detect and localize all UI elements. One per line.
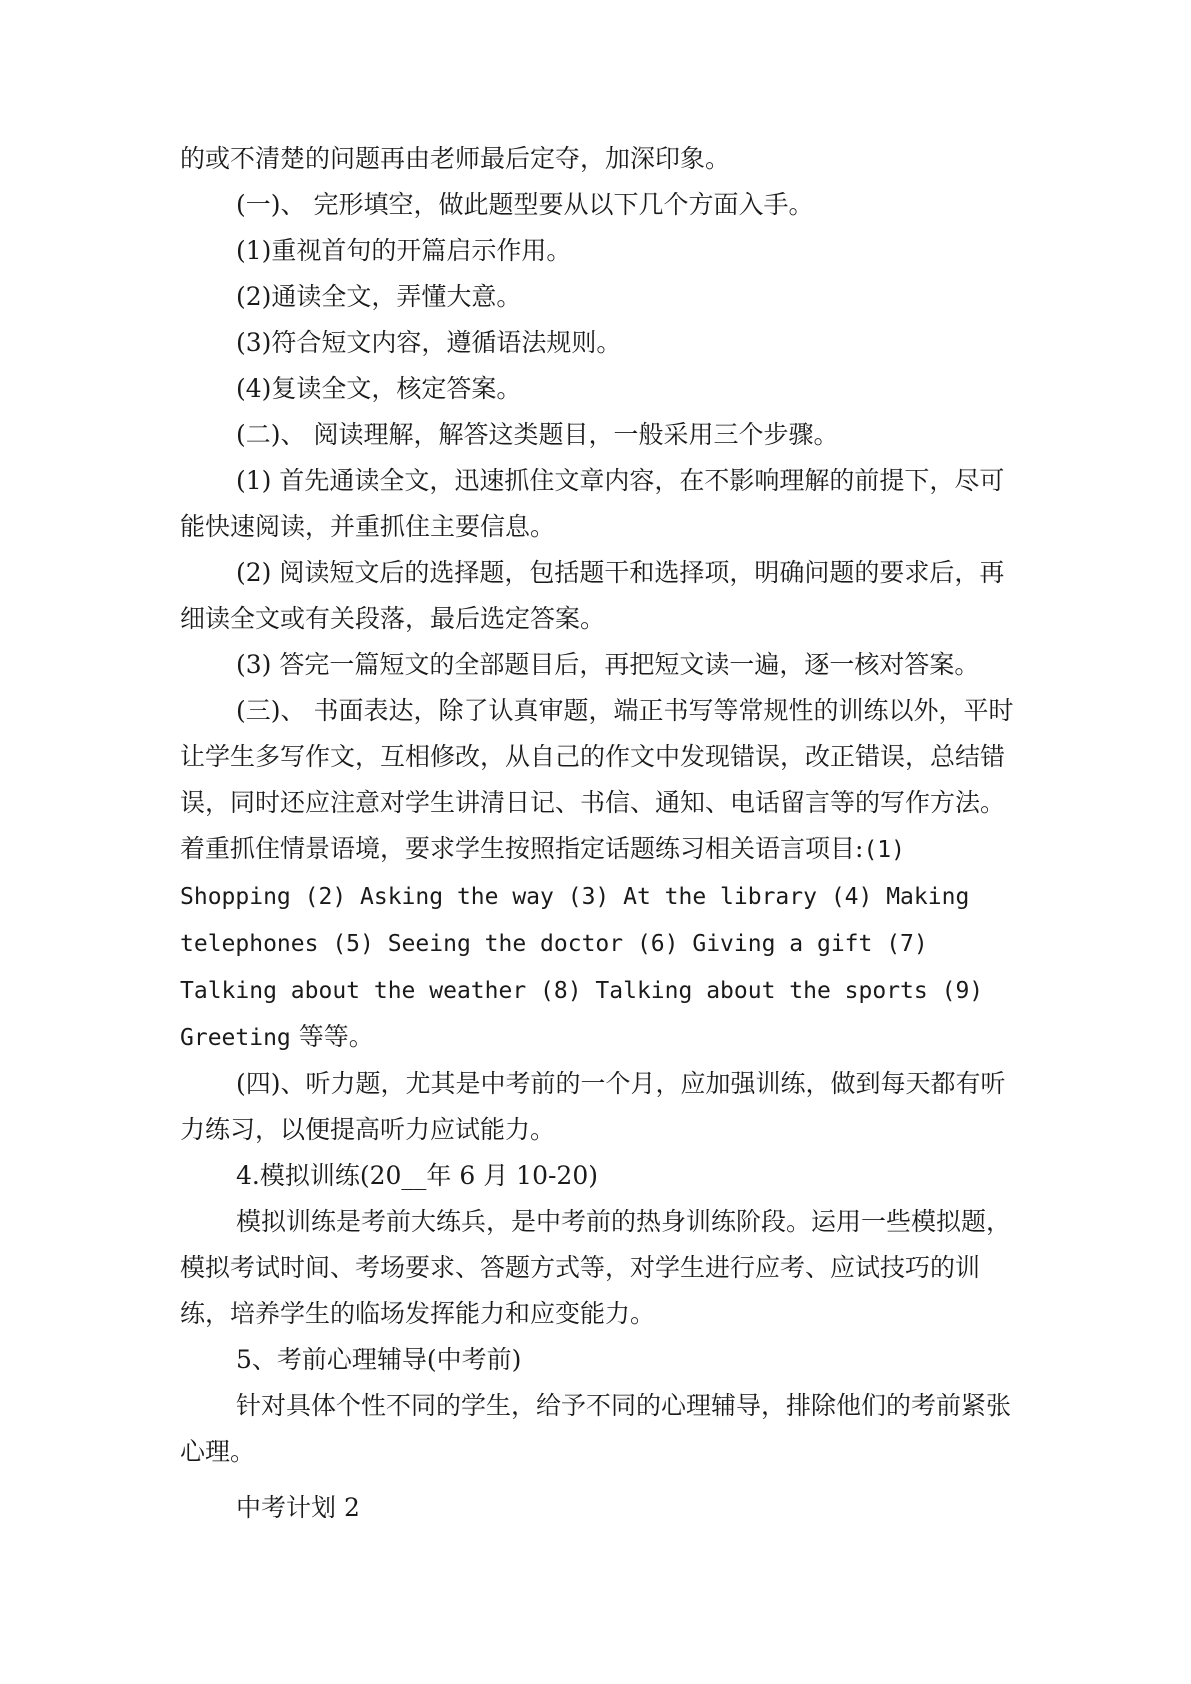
writing-topics-list: (1) Shopping (2) Asking the way (3) At the library (4) Making telephones (5) Seeing the doctor (6) Giving a gift (7) Talking about the weather (8) Talking about the sports (9) Greeting xyxy=(180,837,984,1051)
paragraph-reading-step-1: (1) 首先通读全文，迅速抓住文章内容，在不影响理解的前提下，尽可能快速阅读，并重抓住主要信息。 xyxy=(180,466,1005,541)
paragraph-cloze-step-4: (4)复读全文，核定答案。 xyxy=(236,374,522,403)
paragraph-cloze-heading: (一)、 完形填空，做此题型要从以下几个方面入手。 xyxy=(236,190,814,219)
paragraph-reading-step-3: (3) 答完一篇短文的全部题目后，再把短文读一遍，逐一核对答案。 xyxy=(236,650,980,679)
paragraph-counseling-heading: 5、考前心理辅导(中考前) xyxy=(236,1345,522,1374)
paragraph-spacer xyxy=(180,1475,1020,1485)
paragraph-writing-heading xyxy=(180,688,1020,1061)
document-body xyxy=(180,136,1020,1531)
paragraph-mock-training-body: 模拟训练是考前大练兵，是中考前的热身训练阶段。运用一些模拟题，模拟考试时间、考场要求、答题方式等，对学生进行应考、应试技巧的训练，培养学生的临场发挥能力和应变能力。 xyxy=(180,1207,1012,1328)
paragraph-cloze-step-3: (3)符合短文内容，遵循语法规则。 xyxy=(236,328,622,357)
paragraph-cloze-step-2: (2)通读全文，弄懂大意。 xyxy=(236,282,522,311)
paragraph-continuation: 的或不清楚的问题再由老师最后定夺，加深印象。 xyxy=(180,144,731,173)
writing-intro-text: (三)、 书面表达，除了认真审题，端正书写等常规性的训练以外，平时让学生多写作文，互相修改，从自己的作文中发现错误，改正错误，总结错误，同时还应注意对学生讲清日记、书信、通知、电话留言等的写作方法。着重抓住情景语境，要求学生按照指定话题练习相关语言项目: xyxy=(180,696,1014,863)
paragraph-cloze-step-1: (1)重视首句的开篇启示作用。 xyxy=(236,236,572,265)
writing-topics-tail: 等等。 xyxy=(290,1022,374,1051)
section-title-plan-2: 中考计划 2 xyxy=(236,1493,360,1522)
paragraph-reading-heading: (二)、 阅读理解，解答这类题目，一般采用三个步骤。 xyxy=(236,420,839,449)
paragraph-reading-step-2: (2) 阅读短文后的选择题，包括题干和选择项，明确问题的要求后，再细读全文或有关段落，最后选定答案。 xyxy=(180,558,1005,633)
paragraph-mock-training-heading: 4.模拟训练(20__年 6 月 10-20) xyxy=(236,1161,598,1190)
paragraph-listening-heading: (四)、听力题，尤其是中考前的一个月，应加强训练，做到每天都有听力练习，以便提高听力应试能力。 xyxy=(180,1069,1006,1144)
paragraph-counseling-body: 针对具体个性不同的学生，给予不同的心理辅导，排除他们的考前紧张心理。 xyxy=(180,1391,1012,1466)
